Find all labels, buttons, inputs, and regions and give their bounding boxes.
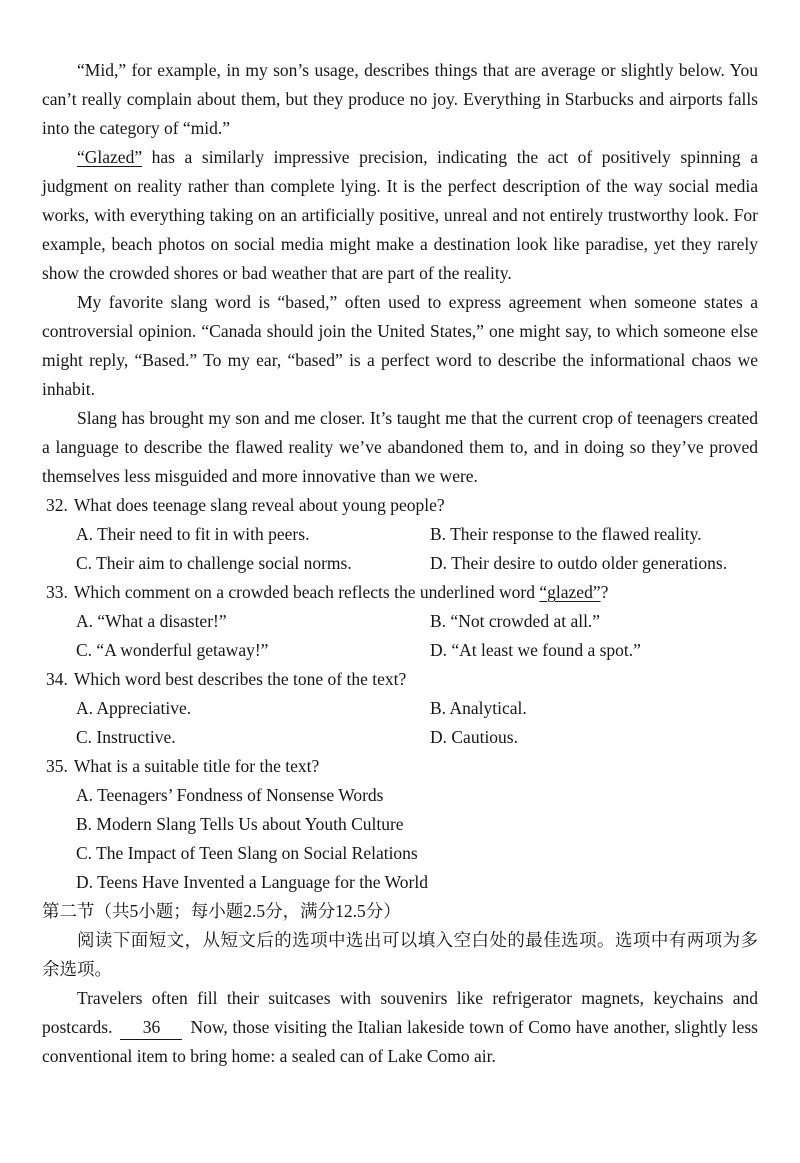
question-34-option-d: D. Cautious. [430, 727, 518, 747]
underlined-word-glazed: “Glazed” [77, 147, 143, 167]
question-33-option-d: D. “At least we found a spot.” [430, 640, 641, 660]
question-35-option-a: A. Teenagers’ Fondness of Nonsense Words [76, 785, 384, 805]
question-33-text-before: Which comment on a crowded beach reflects the underlined word [73, 582, 540, 602]
blank-36: 36 [120, 1015, 182, 1040]
question-33 [42, 578, 758, 607]
question-33-option-b: B. “Not crowded at all.” [430, 611, 601, 631]
question-33-options [42, 607, 758, 665]
question-33-underlined-word: “glazed” [539, 582, 601, 602]
passage1-paragraph-1: “Mid,” for example, in my son’s usage, describes things that are average or slightly below. You can’t really complain about them, but they produce no joy. Everything in Starbucks and airports falls into the category of “mid.” [42, 60, 758, 138]
section2-header: 第二节（共5小题；每小题2.5分，满分12.5分） [42, 901, 401, 921]
question-34-option-b: B. Analytical. [430, 698, 527, 718]
question-32-option-b: B. Their response to the flawed reality. [430, 524, 702, 544]
question-33-number: 33. [46, 582, 68, 602]
passage1-paragraph-2-rest: has a similarly impressive precision, indicating the act of positively spinning a judgment on reality rather than complete lying. It is the perfect description of the way social media works, with everything taking on an artificially positive, unreal and not entirely trustworthy look. For example, beach photos on social media might make a destination look like paradise, yet they rarely show the crowded shores or bad weather that are part of the reality. [42, 147, 758, 283]
question-35-option-c: C. The Impact of Teen Slang on Social Relations [76, 843, 418, 863]
question-33-option-c: C. “A wonderful getaway!” [76, 640, 269, 660]
question-32 [42, 491, 758, 520]
question-35-option-d: D. Teens Have Invented a Language for the World [76, 872, 428, 892]
section2-passage-before-blank: Travelers often fill their suitcases with souvenirs like refrigerator magnets, keychains and postcards. [42, 988, 758, 1037]
section2-passage [42, 984, 758, 1071]
question-35-options [42, 781, 758, 897]
question-32-option-c: C. Their aim to challenge social norms. [76, 553, 352, 573]
question-34-option-a: A. Appreciative. [76, 698, 192, 718]
question-35-text: What is a suitable title for the text? [73, 756, 320, 776]
question-34-number: 34. [46, 669, 68, 689]
question-32-number: 32. [46, 495, 68, 515]
question-32-text: What does teenage slang reveal about young people? [73, 495, 445, 515]
question-32-option-d: D. Their desire to outdo older generations. [430, 553, 728, 573]
question-32-option-a: A. Their need to fit in with peers. [76, 524, 310, 544]
question-34 [42, 665, 758, 694]
question-34-option-c: C. Instructive. [76, 727, 176, 747]
section2-instructions: 阅读下面短文，从短文后的选项中选出可以填入空白处的最佳选项。选项中有两项为多余选项。 [42, 930, 758, 979]
question-34-text: Which word best describes the tone of the text? [73, 669, 407, 689]
question-35-option-b: B. Modern Slang Tells Us about Youth Culture [76, 814, 404, 834]
question-35 [42, 752, 758, 781]
question-33-text-after: ? [600, 582, 609, 602]
passage1-paragraph-3: My favorite slang word is “based,” often used to express agreement when someone states a controversial opinion. “Canada should join the United States,” one might say, to which someone else might reply, “Based.” To my ear, “based” is a perfect word to describe the informational chaos we inhabit. [42, 292, 758, 399]
question-33-option-a: A. “What a disaster!” [76, 611, 227, 631]
passage1-paragraph-2 [42, 143, 758, 288]
passage1-paragraph-4: Slang has brought my son and me closer. It’s taught me that the current crop of teenagers created a language to describe the flawed reality we’ve abandoned them to, and in doing so they’ve proved themselves less misguided and more innovative than we were. [42, 408, 758, 486]
question-34-options [42, 694, 758, 752]
section2-passage-after-blank: Now, those visiting the Italian lakeside town of Como have another, slightly less conventional item to bring home: a sealed can of Lake Como air. [42, 1017, 758, 1066]
question-35-number: 35. [46, 756, 68, 776]
question-32-options [42, 520, 758, 578]
